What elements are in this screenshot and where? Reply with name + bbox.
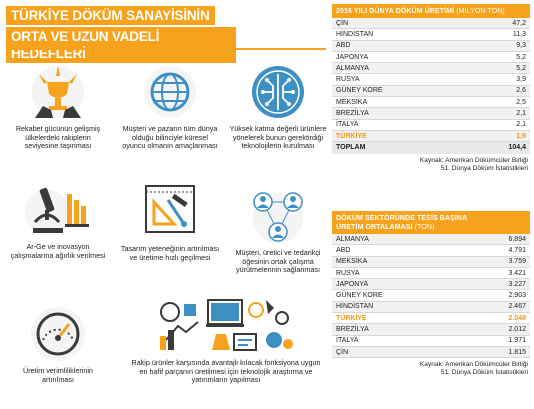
goal-global-player (120, 62, 220, 151)
table-row: RUSYA 3.421 (332, 268, 530, 279)
table-row: GÜNEY KORE 2.903 (332, 290, 530, 301)
table-title: 2016 YILI DÜNYA DÖKÜM ÜRETİMİ (336, 8, 455, 15)
trophy-icon (29, 62, 87, 122)
table-row: JAPONYA 3.227 (332, 279, 530, 290)
table-source: Kaynak: Amerikan Dökümcüler Birliği 51. Dünya Döküm İstatistikleri (419, 156, 528, 172)
table-row: RUSYA 3,9 (332, 74, 530, 85)
goal-text: Müşteri, üretici ve tedarikçi öğesinin ortak çalışma yürütmelerinin sağlanması (235, 248, 321, 275)
table-row: ALMANYA 6.894 (332, 234, 530, 245)
goal-text: Üretim verimliliklerinin artırılması (23, 366, 93, 384)
goal-competitiveness (8, 62, 108, 151)
table-total-row: TOPLAM 104,4 (332, 142, 530, 153)
table-row: İTALYA 1.971 (332, 336, 530, 347)
research-tools-icon (156, 296, 296, 356)
table-source: Kaynak: Amerikan Dökümcüler Birliği 51. Dünya Döküm İstatistikleri (419, 361, 528, 377)
table-header (332, 211, 530, 234)
globe-icon (141, 62, 199, 122)
circuit-brain-icon (249, 62, 307, 122)
table-row: HİNDİSTAN 11,3 (332, 29, 530, 40)
blueprint-icon (138, 180, 202, 242)
microscope-icon (23, 182, 93, 240)
goal-efficiency (8, 304, 108, 384)
table-row: BREZİLYA 2,1 (332, 108, 530, 119)
goal-lightweight-parts (128, 296, 324, 385)
table-row: JAPONYA 5,2 (332, 52, 530, 63)
table-row-highlight: TÜRKİYE 2.048 (332, 313, 530, 324)
goal-text: Rekabet gücünün gelişmiş ülkelerdeki rakiplerin seviyesine taşınması (15, 124, 101, 151)
goal-text: Rakip ürünler karşısında avantajlı kılacak fonksiyona uygun en hafif parçanın üretilmesi için teknolojik araştırma ve yatırımların yapılması (131, 358, 321, 385)
table-unit: (MİLYON TON) (456, 8, 505, 15)
table-title-line-2: ÜRETİM ORTALAMASI (336, 224, 413, 231)
table-row: BREZİLYA 2.012 (332, 324, 530, 335)
world-casting-production-table (332, 4, 530, 173)
goal-text: Ar-Ge ve inovasyon çalışmalarına ağırlık verilmesi (10, 242, 106, 260)
table-title-line-1: DÖKÜM SEKTÖRÜNDE TESİS BAŞINA (336, 215, 468, 222)
goal-collaboration (226, 188, 330, 275)
table-body (332, 18, 530, 154)
table-body (332, 234, 530, 358)
goal-text: Müşteri ve pazarın tüm dünya olduğu bilinciyle küresel oyuncu olmanın amaçlanması (122, 124, 218, 151)
speedometer-icon (27, 304, 89, 364)
table-row: İTALYA 2,1 (332, 120, 530, 131)
table-row: GÜNEY KORE 2,6 (332, 86, 530, 97)
table-row: MEKSİKA 2,5 (332, 97, 530, 108)
table-row: ÇİN 47,2 (332, 18, 530, 29)
goal-text: Tasarım yeteneğinin artırılması ve üretime hızlı geçilmesi (120, 244, 220, 262)
title-line-1: TÜRKİYE DÖKÜM SANAYİSİNİN (6, 6, 215, 25)
table-row: MEKSİKA 3.759 (332, 257, 530, 268)
table-unit: (TON) (414, 224, 435, 231)
goal-rnd (8, 182, 108, 260)
per-plant-production-table (332, 211, 530, 377)
table-row: ÇİN 1.815 (332, 347, 530, 358)
table-row: ALMANYA 5,2 (332, 63, 530, 74)
table-row: HİNDİSTAN 2.467 (332, 302, 530, 313)
goal-text: Yüksek katma değerli ürünlere yönelerek bunun gerektirdiği teknolojilerin kurulması (229, 124, 327, 151)
title-line-2: ORTA VE UZUN VADELİ HEDEFLERİ (6, 27, 236, 63)
table-row-highlight: TÜRKİYE 1,9 (332, 131, 530, 142)
network-people-icon (245, 188, 311, 246)
table-header (332, 4, 530, 18)
goal-high-value-tech (226, 62, 330, 151)
table-row: ABD 9,3 (332, 41, 530, 52)
goal-design (120, 180, 220, 262)
table-row: ABD 4.791 (332, 245, 530, 256)
